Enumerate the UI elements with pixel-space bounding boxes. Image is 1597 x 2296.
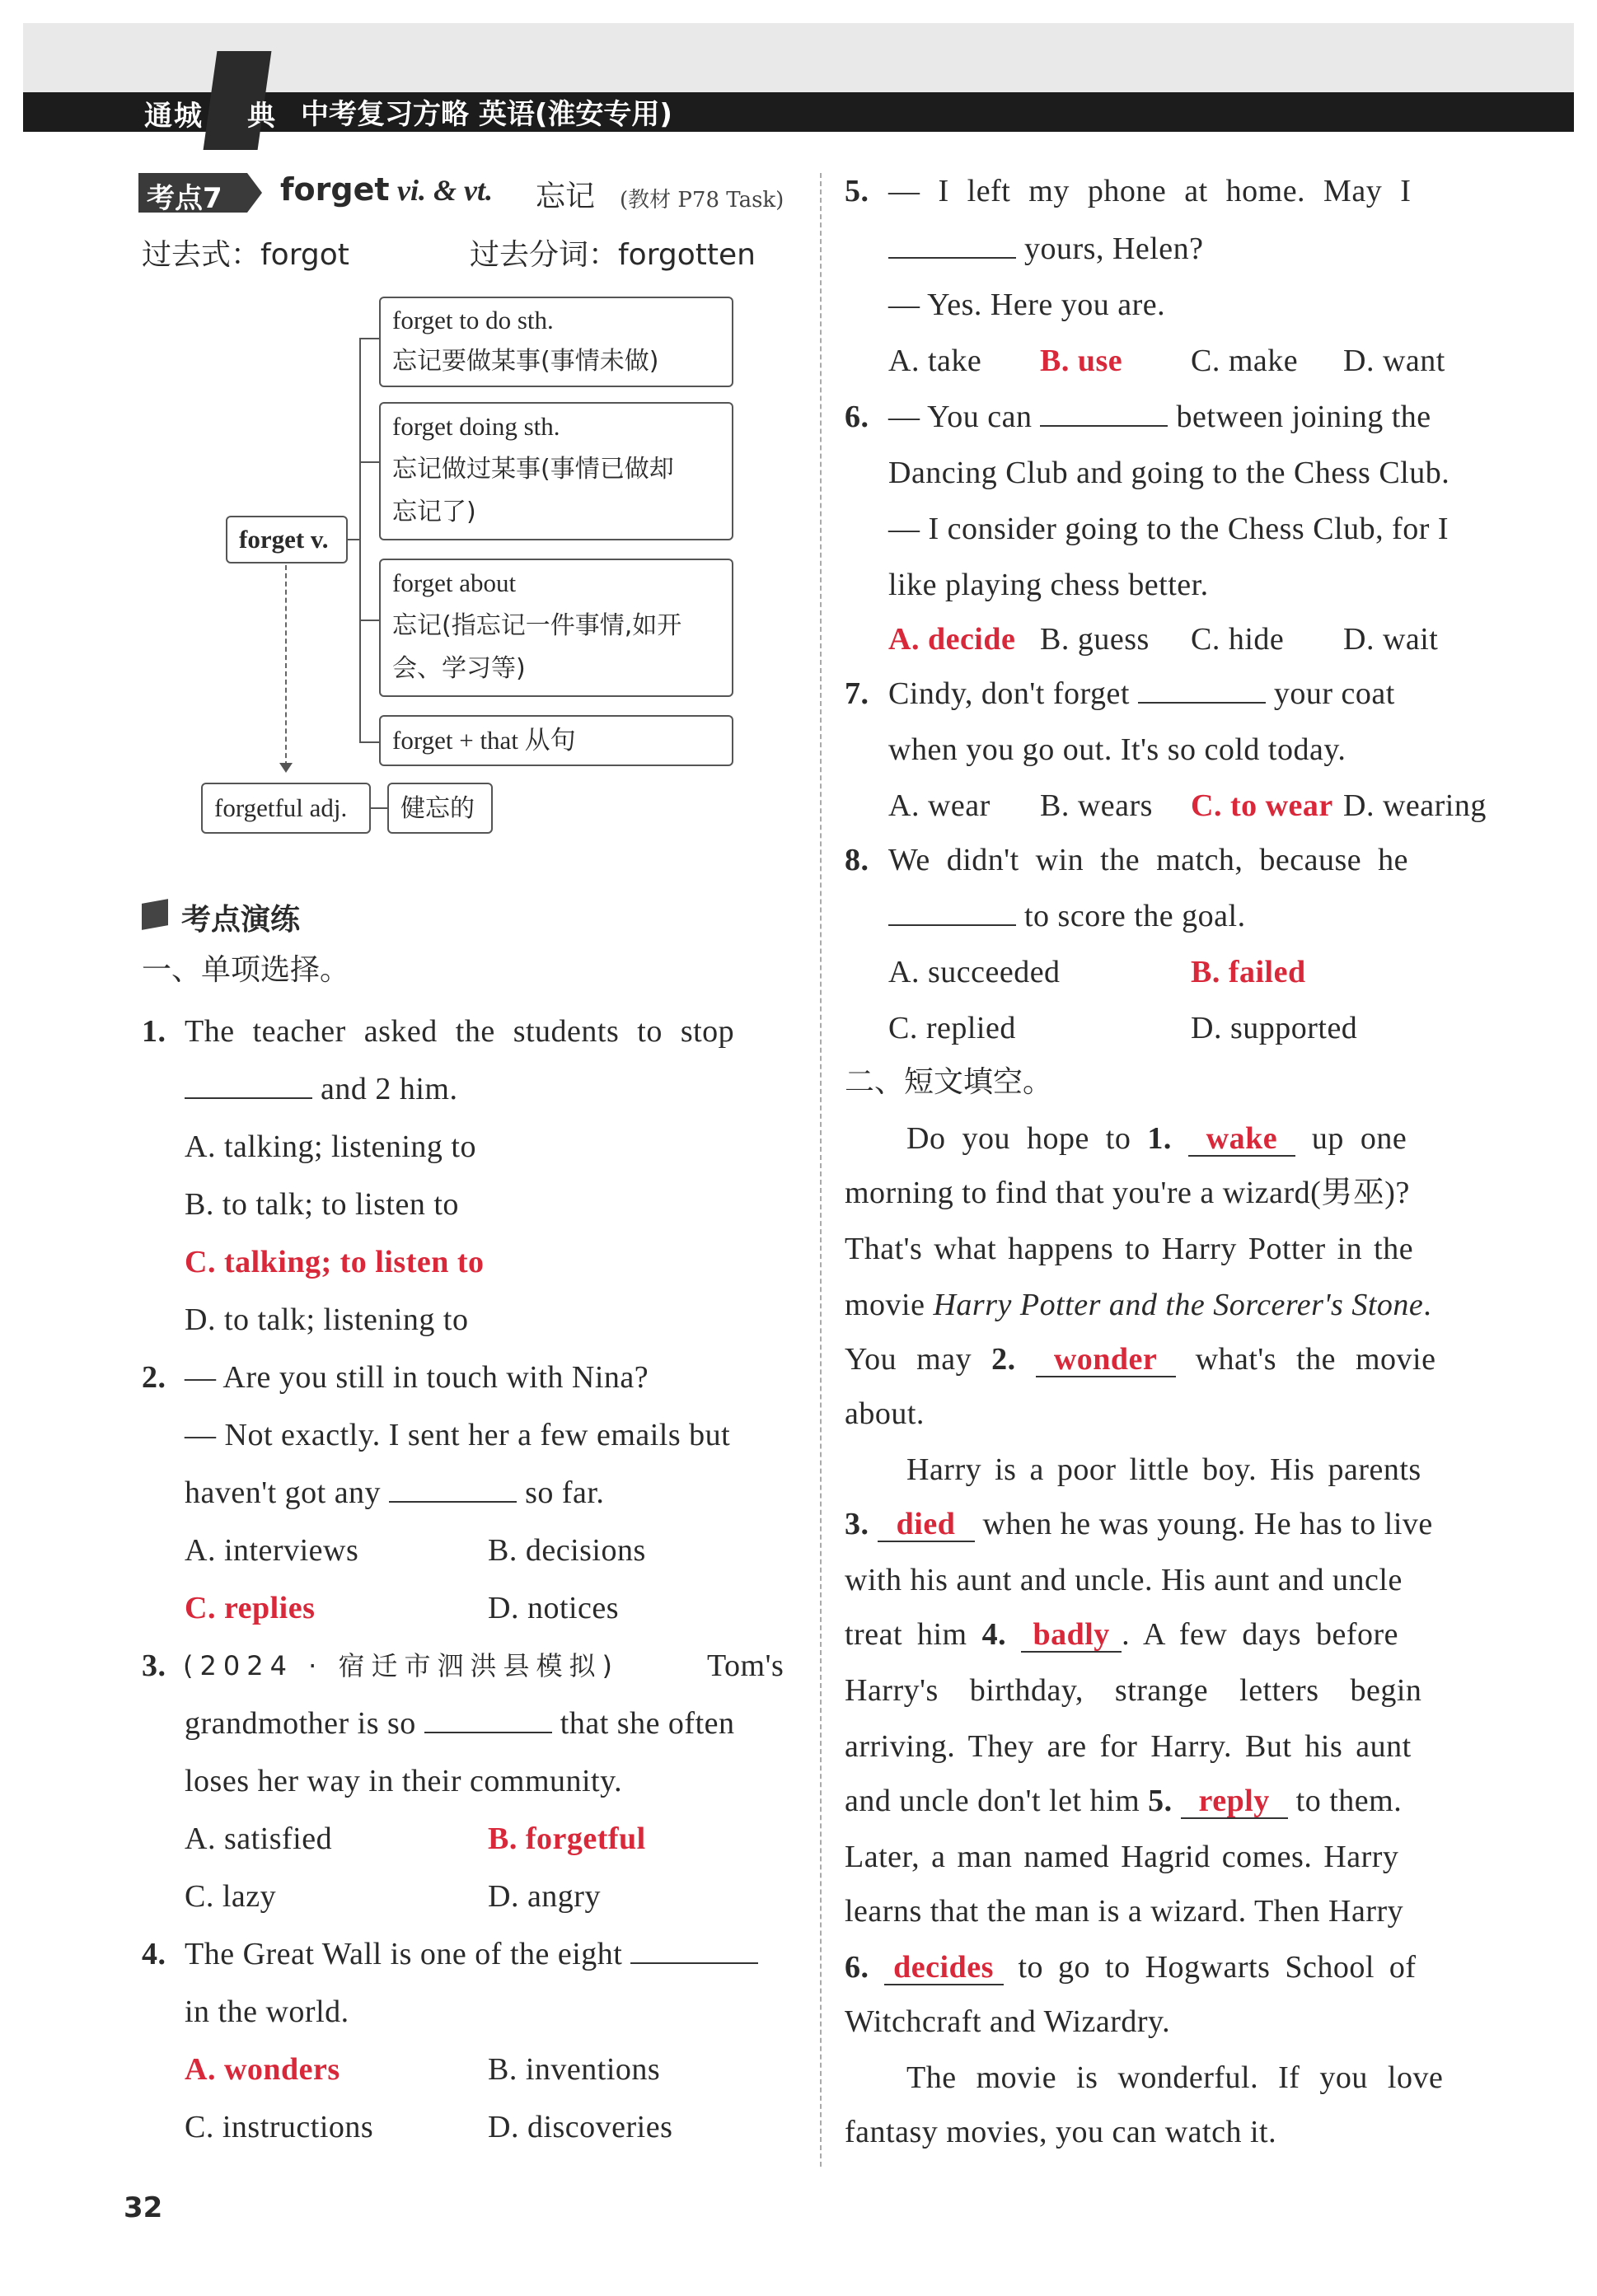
passage-line: about. bbox=[845, 1396, 925, 1431]
passage-line bbox=[906, 1122, 1407, 1157]
question-text: like playing chess better. bbox=[888, 568, 1209, 602]
answer-blank[interactable] bbox=[1040, 400, 1168, 427]
passage-line: with his aunt and uncle. His aunt and uncle bbox=[845, 1563, 1403, 1597]
option-c[interactable]: C. instructions bbox=[185, 2110, 374, 2144]
passage-line: Witchcraft and Wizardry. bbox=[845, 2004, 1171, 2039]
question-text-head: — You can bbox=[888, 400, 1033, 434]
branch-en: forget about bbox=[392, 568, 517, 597]
page-number: 32 bbox=[124, 2191, 163, 2224]
blank-number: 5. bbox=[1148, 1784, 1173, 1818]
arrow-head-icon bbox=[279, 763, 293, 773]
branch-cn: 忘记了) bbox=[392, 498, 476, 526]
blank-answer[interactable]: reply bbox=[1181, 1784, 1288, 1819]
movie-title: Harry Potter and the Sorcerer's Stone bbox=[933, 1288, 1424, 1322]
question-text-tail: that she often bbox=[560, 1706, 735, 1741]
option-d[interactable]: D. want bbox=[1343, 344, 1445, 378]
question-number: 4. bbox=[142, 1937, 166, 1971]
passage-line bbox=[845, 1508, 1433, 1542]
question-text: loses her way in their community. bbox=[185, 1764, 623, 1798]
branch-cn: 会、学习等) bbox=[392, 654, 526, 683]
answer-blank[interactable] bbox=[424, 1707, 552, 1733]
option-a[interactable]: A. interviews bbox=[185, 1533, 359, 1568]
option-c-correct[interactable]: C. talking; to listen to bbox=[185, 1245, 485, 1279]
section-title: 考点演练 bbox=[181, 903, 301, 937]
question-text-tail: to score the goal. bbox=[1024, 899, 1246, 933]
option-b[interactable]: B. to talk; to listen to bbox=[185, 1187, 459, 1222]
passage-line: learns that the man is a wizard. Then Harry bbox=[845, 1894, 1404, 1929]
question-text bbox=[185, 1707, 735, 1740]
answer-blank[interactable] bbox=[888, 900, 1016, 926]
past-tense: 过去式：forgot bbox=[142, 238, 349, 272]
branch-box bbox=[379, 715, 733, 766]
option-b-correct[interactable]: B. failed bbox=[1191, 955, 1306, 989]
option-b[interactable]: B. decisions bbox=[488, 1533, 646, 1568]
column-divider bbox=[820, 173, 822, 2167]
passage-line: Harry is a poor little boy. His parents bbox=[906, 1452, 1421, 1487]
question-number: 3. bbox=[142, 1648, 166, 1683]
blank-number: 2. bbox=[991, 1342, 1016, 1377]
point-source: (教材 P78 Task) bbox=[620, 188, 784, 213]
question-text: The teacher asked the students to stop bbox=[185, 1014, 735, 1049]
answer-blank[interactable] bbox=[888, 232, 1016, 259]
passage-text: movie bbox=[845, 1288, 925, 1322]
branch-box bbox=[379, 559, 733, 697]
question-text: — Not exactly. I sent her a few emails but bbox=[185, 1418, 731, 1452]
diagram-root bbox=[226, 516, 348, 563]
option-d[interactable]: D. supported bbox=[1191, 1011, 1358, 1045]
option-d[interactable]: D. angry bbox=[488, 1879, 601, 1914]
option-d[interactable]: D. discoveries bbox=[488, 2110, 673, 2144]
branch-box bbox=[379, 297, 733, 387]
derivation-arrow bbox=[285, 565, 287, 766]
option-c[interactable]: C. replied bbox=[888, 1011, 1016, 1045]
passage-line: The movie is wonderful. If you love bbox=[906, 2060, 1444, 2095]
point-pos: vi. & vt. bbox=[397, 174, 493, 207]
passage-text: Do you hope to bbox=[906, 1121, 1131, 1156]
branch-en: forget doing sth. bbox=[392, 412, 560, 441]
passage-text: to them. bbox=[1295, 1784, 1403, 1818]
option-a-correct[interactable]: A. decide bbox=[888, 622, 1016, 657]
blank-answer[interactable]: wake bbox=[1188, 1122, 1295, 1157]
passage-line bbox=[845, 1343, 1435, 1377]
branch-cn: 忘记(指忘记一件事情,如开 bbox=[392, 611, 682, 640]
question-text: — Are you still in touch with Nina? bbox=[185, 1360, 649, 1395]
option-c-correct[interactable]: C. replies bbox=[185, 1591, 316, 1625]
question-text: — I consider going to the Chess Club, for I bbox=[888, 512, 1449, 546]
passage-text: up one bbox=[1311, 1121, 1407, 1156]
question-text-tail: between joining the bbox=[1176, 400, 1431, 434]
question-text-tail: your coat bbox=[1273, 676, 1395, 711]
branch-en: forget + that 从句 bbox=[392, 726, 576, 755]
question-text: Dancing Club and going to the Chess Club. bbox=[888, 456, 1450, 490]
series-name-b: 典 bbox=[247, 100, 275, 133]
question-text-head: Cindy, don't forget bbox=[888, 676, 1130, 711]
option-b[interactable]: B. guess bbox=[1040, 622, 1150, 657]
point-meaning: 忘记 bbox=[536, 180, 596, 213]
passage-text: what's the movie bbox=[1195, 1342, 1436, 1377]
question-number: 6. bbox=[845, 400, 869, 434]
option-d[interactable]: D. wait bbox=[1343, 622, 1439, 657]
passage-line: morning to find that you're a wizard(男巫)? bbox=[845, 1176, 1410, 1210]
derived-meaning: 健忘的 bbox=[400, 794, 475, 823]
question-text: when you go out. It's so cold today. bbox=[888, 732, 1346, 767]
option-c-correct[interactable]: C. to wear bbox=[1191, 788, 1333, 823]
option-c[interactable]: C. hide bbox=[1191, 622, 1285, 657]
passage-line: Harry's birthday, strange letters begin bbox=[845, 1673, 1422, 1708]
blank-answer[interactable]: decides bbox=[884, 1951, 1004, 1985]
option-d[interactable]: D. notices bbox=[488, 1591, 620, 1625]
blank-number: 4. bbox=[981, 1617, 1007, 1652]
answer-blank[interactable] bbox=[185, 1073, 312, 1099]
passage-text: when he was young. He has to live bbox=[982, 1507, 1433, 1541]
question-number: 7. bbox=[845, 676, 869, 711]
question-text: — Yes. Here you are. bbox=[888, 288, 1166, 322]
past-participle: 过去分词：forgotten bbox=[470, 238, 756, 272]
question-number: 2. bbox=[142, 1360, 166, 1395]
question-text-tail: and 2 him. bbox=[321, 1072, 458, 1106]
root-label: forget v. bbox=[239, 525, 329, 554]
derived-word-box bbox=[201, 783, 371, 834]
answer-blank[interactable] bbox=[630, 1938, 758, 1964]
passage-line bbox=[845, 1951, 1417, 1985]
passage-line: fantasy movies, you can watch it. bbox=[845, 2115, 1277, 2149]
blank-number: 3. bbox=[845, 1507, 869, 1541]
question-text: — I left my phone at home. May I bbox=[888, 174, 1412, 208]
derived-word: forgetful adj. bbox=[214, 793, 348, 822]
option-c[interactable]: C. make bbox=[1191, 344, 1299, 378]
option-a[interactable]: A. take bbox=[888, 344, 982, 378]
book-title: 中考复习方略 英语(淮安专用) bbox=[301, 98, 672, 131]
book-icon bbox=[142, 899, 168, 930]
blank-number: 6. bbox=[845, 1950, 869, 1985]
option-a[interactable]: A. talking; listening to bbox=[185, 1129, 476, 1164]
passage-text: . A few days before bbox=[1122, 1617, 1399, 1652]
question-text bbox=[888, 677, 1395, 710]
question-text-tail: yours, Helen? bbox=[1024, 231, 1204, 266]
question-text: in the world. bbox=[185, 1994, 349, 2029]
question-text: Tom's bbox=[707, 1648, 784, 1683]
option-b-correct[interactable]: B. use bbox=[1040, 344, 1123, 378]
passage-text: treat him bbox=[845, 1617, 967, 1652]
diagram-trunk bbox=[359, 338, 361, 743]
answer-blank[interactable] bbox=[1138, 677, 1266, 704]
passage-line: movie Harry Potter and the Sorcerer's Stone. bbox=[845, 1288, 1432, 1322]
passage-text: You may bbox=[845, 1342, 972, 1377]
option-b[interactable]: B. inventions bbox=[488, 2052, 661, 2087]
question-number: 8. bbox=[845, 843, 869, 877]
question-text bbox=[888, 232, 1204, 265]
question-number: 1. bbox=[142, 1014, 166, 1049]
option-d[interactable]: D. wearing bbox=[1343, 788, 1487, 823]
blank-answer[interactable]: badly bbox=[1021, 1618, 1122, 1653]
branch-en: forget to do sth. bbox=[392, 306, 554, 334]
point-tag-label: 考点7 bbox=[147, 182, 222, 215]
question-text-head: grandmother is so bbox=[185, 1706, 416, 1741]
blank-answer[interactable]: wonder bbox=[1036, 1343, 1176, 1377]
connector bbox=[359, 338, 379, 339]
branch-box bbox=[379, 402, 733, 540]
question-text-tail: so far. bbox=[525, 1475, 605, 1510]
part-two-title: 二、短文填空。 bbox=[845, 1065, 1053, 1099]
branch-cn: 忘记要做某事(事情未做) bbox=[392, 347, 659, 376]
option-b-correct[interactable]: B. forgetful bbox=[488, 1821, 646, 1856]
passage-line: That's what happens to Harry Potter in the bbox=[845, 1232, 1414, 1266]
blank-answer[interactable]: died bbox=[878, 1508, 975, 1542]
option-c[interactable]: C. lazy bbox=[185, 1879, 277, 1914]
option-a[interactable]: A. wear bbox=[888, 788, 991, 823]
question-text bbox=[185, 1938, 758, 1971]
option-d[interactable]: D. to talk; listening to bbox=[185, 1302, 469, 1337]
part-one-title: 一、单项选择。 bbox=[142, 953, 350, 987]
passage-text: to go to Hogwarts School of bbox=[1018, 1950, 1417, 1985]
answer-blank[interactable] bbox=[389, 1476, 517, 1503]
connector bbox=[346, 539, 361, 540]
question-text bbox=[888, 400, 1431, 433]
question-text-head: haven't got any bbox=[185, 1475, 382, 1510]
blank-number: 1. bbox=[1147, 1121, 1172, 1156]
connector bbox=[359, 741, 379, 743]
question-text bbox=[185, 1476, 604, 1509]
point-word: forget bbox=[280, 171, 390, 208]
option-a[interactable]: A. satisfied bbox=[185, 1821, 333, 1856]
question-text-head: The Great Wall is one of the eight bbox=[185, 1937, 623, 1971]
question-text bbox=[185, 1073, 457, 1106]
series-name-a: 通城 bbox=[144, 100, 204, 133]
passage-text: and uncle don't let him bbox=[845, 1784, 1140, 1818]
derived-meaning-box bbox=[387, 783, 493, 834]
connector bbox=[359, 461, 379, 463]
passage-line: Later, a man named Hagrid comes. Harry bbox=[845, 1840, 1399, 1874]
option-b[interactable]: B. wears bbox=[1040, 788, 1153, 823]
connector bbox=[371, 807, 387, 809]
option-a-correct[interactable]: A. wonders bbox=[185, 2052, 340, 2087]
connector bbox=[359, 620, 379, 621]
passage-line bbox=[845, 1618, 1398, 1653]
question-text: We didn't win the match, because he bbox=[888, 843, 1409, 877]
question-source: (2024 · 宿迁市泗洪县模拟) bbox=[183, 1650, 619, 1681]
question-number: 5. bbox=[845, 174, 869, 208]
question-text bbox=[888, 900, 1246, 933]
branch-cn: 忘记做过某事(事情已做却 bbox=[392, 455, 674, 484]
passage-line bbox=[845, 1784, 1402, 1819]
option-a[interactable]: A. succeeded bbox=[888, 955, 1061, 989]
passage-line: arriving. They are for Harry. But his aunt bbox=[845, 1729, 1412, 1764]
